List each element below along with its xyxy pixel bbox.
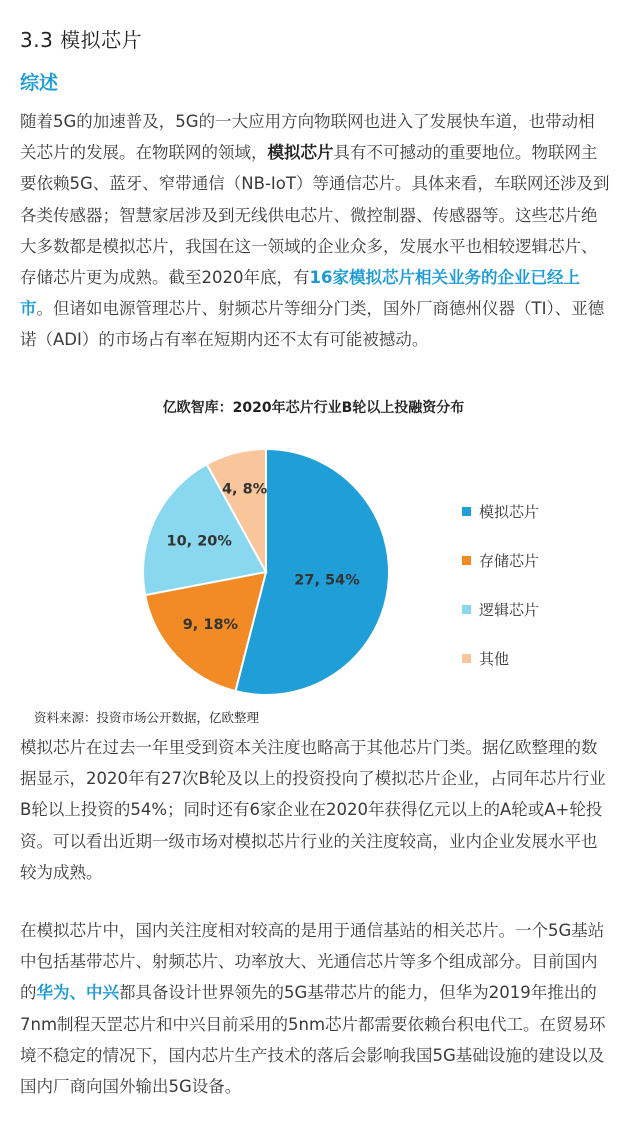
legend-label: 逻辑芯片: [479, 601, 540, 619]
para1-text-3: 。但诸如电源管理芯片、射频芯片等细分门类，国外厂商德州仪器（TI）、亚德诺（ADI）的市场占有率在短期内还不太有可能被撼动。: [20, 299, 605, 350]
legend-label: 其他: [479, 650, 510, 668]
legend-swatch: [462, 507, 471, 516]
pie-data-label: 27, 54%: [294, 572, 360, 589]
section-title: 3.3 模拟芯片: [20, 28, 143, 52]
para1-highlight: 16家模拟芯片相关业务的企业已经上市: [20, 268, 580, 319]
legend-item-storage: [462, 536, 539, 585]
chart-source: 资料来源：投资市场公开数据，亿欧整理: [34, 710, 260, 725]
legend-swatch: [462, 654, 471, 663]
chart-title: 亿欧智库：2020年芯片行业B轮以上投融资分布: [162, 400, 465, 416]
subheading: 综述: [20, 72, 59, 94]
para1-bold-term: 模拟芯片: [267, 143, 334, 163]
para1-text-2: 具有不可撼动的重要地位。物联网主要依赖5G、蓝牙、窄带通信（NB-IoT）等通信芯片。具体来看，车联网还涉及到各类传感器；智慧家居涉及到无线供电芯片、微控制器、传感器等。这些芯片绝大多数都是模拟芯片，我国在这一领域的企业众多，发展水平也相较逻辑芯片、存储芯片更为成熟。截至2020年底，有: [20, 143, 610, 288]
pie-data-label: 4, 8%: [221, 481, 268, 498]
legend-item-other: [462, 634, 539, 683]
legend-item-analog: [462, 487, 539, 536]
para1-text-1: 随着5G的加速普及，5G的一大应用方向物联网也进入了发展快车道，也带动相关芯片的发展。在物联网的领域，: [20, 112, 595, 163]
legend-label: 存储芯片: [479, 552, 540, 570]
legend-label: 模拟芯片: [479, 503, 540, 521]
legend-item-logic: [462, 585, 539, 634]
pie-data-label: 9, 18%: [182, 617, 239, 634]
para3-highlight: 华为、中兴: [36, 983, 119, 1003]
legend-swatch: [462, 556, 471, 565]
chart-legend: [462, 487, 539, 683]
investment-paragraph: 模拟芯片在过去一年里受到资本关注度也略高于其他芯片门类。据亿欧整理的数据显示，2020年有27次B轮及以上的投资投向了模拟芯片企业，占同年芯片行业B轮以上投资的54%；同时还有6家企业在2020年获得亿元以上的A轮或A+轮投资。可以看出近期一级市场对模拟芯片行业的关注度较高，业内企业发展水平也较为成熟。: [20, 738, 606, 882]
intro-paragraph: [20, 106, 610, 356]
base-station-paragraph: [20, 915, 610, 1102]
para3-text-1: 在模拟芯片中，国内关注度相对较高的是用于通信基站的相关芯片。一个5G基站中包括基带芯片、射频芯片、功率放大、光通信芯片等多个组成部分。目前国内的: [20, 921, 605, 1003]
pie-data-label: 10, 20%: [166, 533, 232, 550]
para3-text-2: 都具备设计世界领先的5G基带芯片的能力，但华为2019年推出的7nm制程天罡芯片和中兴目前采用的5nm芯片都需要依赖台积电代工。在贸易环境不稳定的情况下，国内芯片生产技术的落后会影响我国5G基础设施的建设以及国内厂商向国外输出5G设备。: [20, 983, 606, 1097]
legend-swatch: [462, 605, 471, 614]
